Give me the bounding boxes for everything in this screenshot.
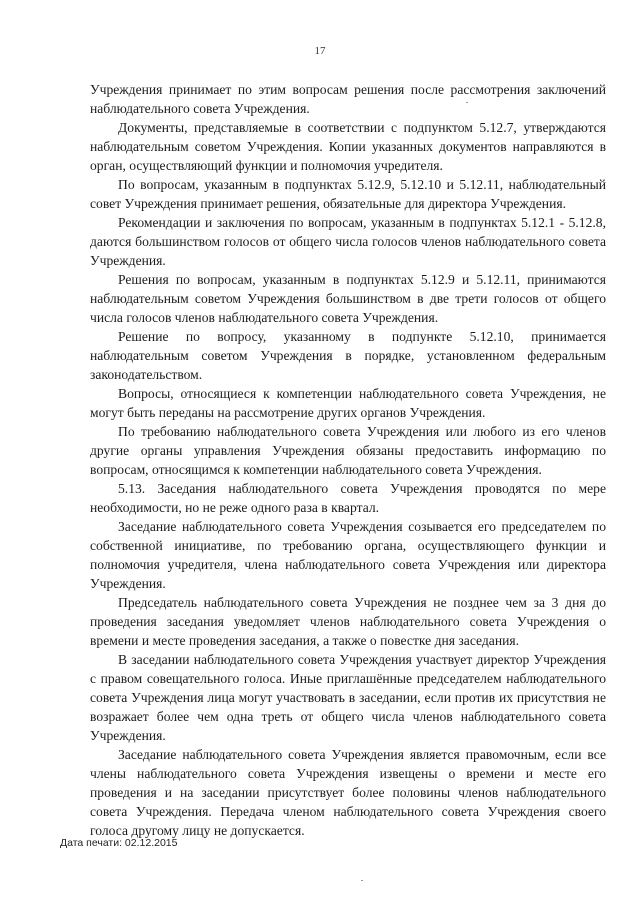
document-body — [90, 80, 606, 840]
paragraph-8: По требованию наблюдательного совета Учреждения или любого из его членов другие органы управления Учреждения обязаны предоставить информацию по вопросам, относящимся к компетенции наблюдательного совета Учреждения. — [90, 424, 606, 477]
scan-speck — [361, 880, 363, 881]
paragraph-5: Решения по вопросам, указанным в подпунктах 5.12.9 и 5.12.11, принимаются наблюдательным советом Учреждения большинством в две трети голосов от общего числа голосов членов наблюдательного совета Учреждения. — [90, 272, 606, 325]
page-number: 17 — [314, 45, 326, 57]
paragraph-11: Председатель наблюдательного совета Учреждения не позднее чем за 3 дня до проведения заседания уведомляет членов наблюдательного совета Учреждения о времени и месте проведения заседания, а также о повестке дня заседания. — [90, 595, 606, 648]
paragraph-3: По вопросам, указанным в подпунктах 5.12.9, 5.12.10 и 5.12.11, наблюдательный совет Учреждения принимает решения, обязательные для директора Учреждения. — [90, 177, 606, 211]
paragraph-13: Заседание наблюдательного совета Учреждения является правомочным, если все члены наблюдательного совета Учреждения извещены о времени и месте его проведения и на заседании присутствует более половины членов наблюдательного совета Учреждения. Передача членом наблюдательного совета Учреждения своего голоса другому лицу не допускается. — [90, 747, 606, 838]
print-date: Дата печати: 02.12.2015 — [60, 837, 178, 849]
paragraph-10: Заседание наблюдательного совета Учреждения созывается его председателем по собственной инициативе, по требованию органа, осуществляющего функции и полномочия учредителя, члена наблюдательного совета Учреждения или директора Учреждения. — [90, 519, 606, 591]
paragraph-1: Учреждения принимает по этим вопросам решения после рассмотрения заключений наблюдательного совета Учреждения. — [90, 82, 606, 116]
paragraph-12: В заседании наблюдательного совета Учреждения участвует директор Учреждения с правом совещательного голоса. Иные приглашённые председателем наблюдательного совета Учреждения лица могут участвовать в заседании, если против их присутствия не возражает более чем одна треть от общего числа членов наблюдательного совета Учреждения. — [90, 652, 606, 743]
paragraph-2: Документы, представляемые в соответствии с подпунктом 5.12.7, утверждаются наблюдательным советом Учреждения. Копии указанных документов направляются в орган, осуществляющий функции и полномочия учредителя. — [90, 120, 606, 173]
paragraph-9: 5.13. Заседания наблюдательного совета Учреждения проводятся по мере необходимости, но не реже одного раза в квартал. — [90, 481, 606, 515]
paragraph-7: Вопросы, относящиеся к компетенции наблюдательного совета Учреждения, не могут быть переданы на рассмотрение других органов Учреждения. — [90, 386, 606, 420]
paragraph-6: Решение по вопросу, указанному в подпункте 5.12.10, принимается наблюдательным советом Учреждения в порядке, установленном федеральным законодательством. — [90, 329, 606, 382]
scan-speck — [466, 102, 468, 103]
paragraph-4: Рекомендации и заключения по вопросам, указанным в подпунктах 5.12.1 - 5.12.8, даются большинством голосов от общего числа голосов членов наблюдательного совета Учреждения. — [90, 215, 606, 268]
